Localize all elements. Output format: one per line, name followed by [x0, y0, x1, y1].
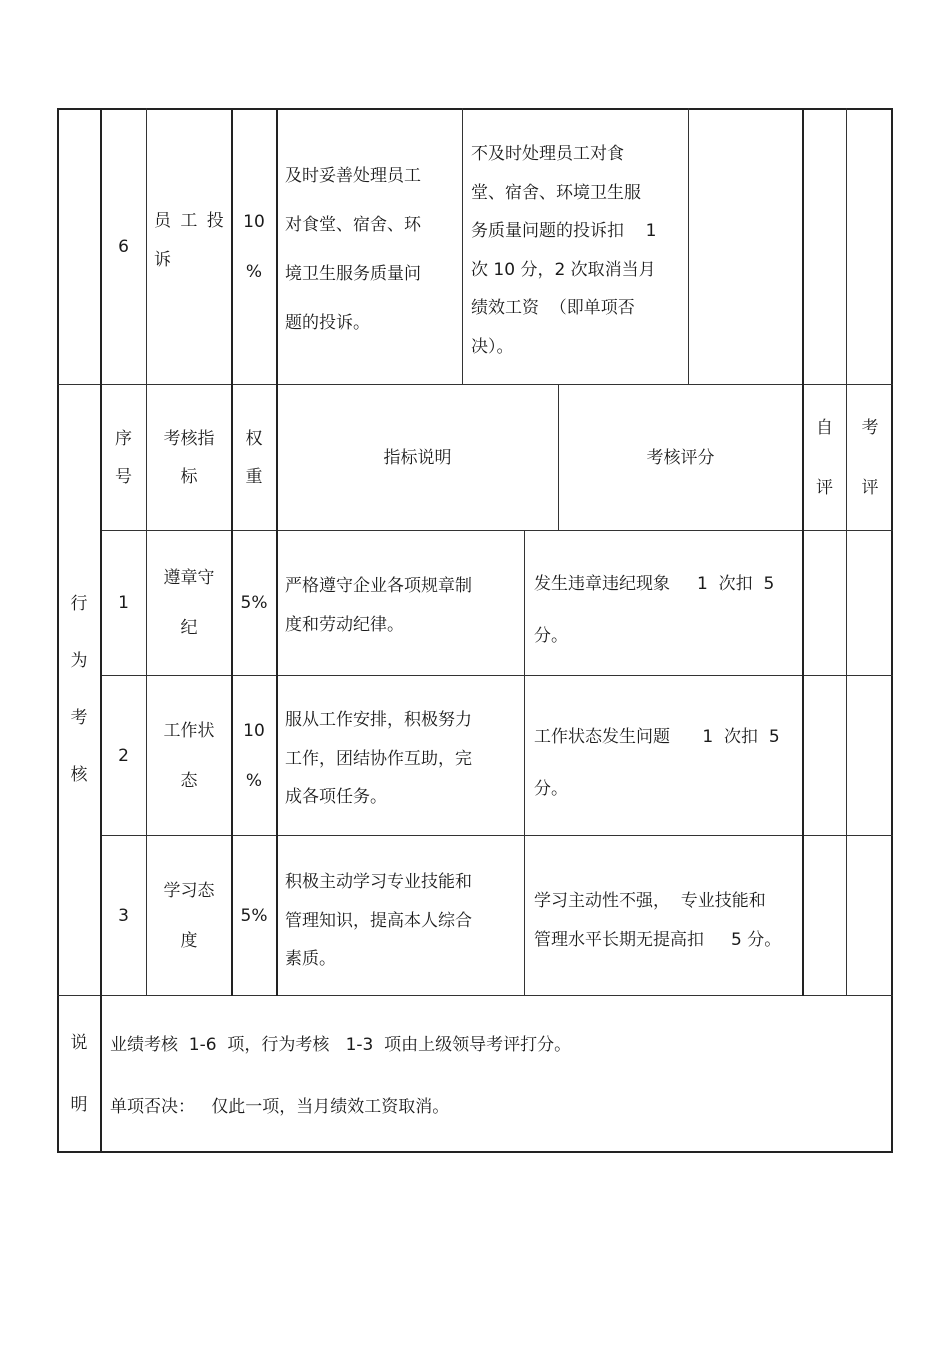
- item-number: 2: [118, 745, 129, 766]
- item-number: 6: [118, 236, 129, 257]
- indicator-description: 及时妥善处理员工 对食堂、宿舍、环 境卫生服务质量问 题的投诉。: [285, 166, 421, 333]
- indicator-weight: 5%: [240, 593, 268, 613]
- note-line: 单项否决： 仅此一项，当月绩效工资取消。: [110, 1097, 450, 1117]
- indicator-weight: 10 %: [243, 720, 265, 791]
- header-indicator: 考核指 标: [163, 428, 215, 487]
- indicator-description: 积极主动学习专业技能和 管理知识，提高本人综合 素质。: [285, 872, 472, 969]
- col-divider: [802, 108, 804, 996]
- scoring-rule: 发生违章违纪现象 1 次扣 5 分。: [534, 574, 775, 646]
- header-description: 指标说明: [383, 447, 452, 468]
- col-divider: [688, 108, 689, 385]
- col-divider: [276, 108, 278, 996]
- indicator-description: 严格遵守企业各项规章制 度和劳动纪律。: [285, 576, 472, 635]
- item-number: 3: [118, 905, 129, 926]
- note-line: 业绩考核 1-6 项，行为考核 1-3 项由上级领导考评打分。: [110, 1035, 572, 1055]
- col-divider: [524, 530, 525, 996]
- header-scoring: 考核评分: [646, 447, 715, 468]
- scoring-rule: 工作状态发生问题 1 次扣 5 分。: [534, 727, 780, 799]
- header-review: 考 评: [861, 418, 879, 498]
- section-label-behavior: 行 为 考 核: [70, 594, 88, 785]
- indicator-description: 服从工作安排，积极努力 工作，团结协作互助，完 成各项任务。: [285, 710, 472, 807]
- indicator-name: 遵章守 纪: [163, 568, 215, 638]
- scoring-rule: 不及时处理员工对食 堂、宿舍、环境卫生服 务质量问题的投诉扣 1 次 10 分，2 次取消当月 绩效工资 （即单项否 决）。: [471, 144, 657, 357]
- indicator-name: 学习态 度: [163, 880, 215, 951]
- header-number: 序 号: [115, 428, 132, 487]
- header-self-review: 自 评: [816, 418, 833, 498]
- indicator-weight: 5%: [240, 905, 268, 926]
- indicator-name: 工作状 态: [163, 720, 215, 791]
- item-number: 1: [118, 593, 129, 613]
- row-divider: [57, 995, 893, 996]
- header-weight: 权 重: [245, 428, 263, 487]
- indicator-name: 员 工 投 诉: [154, 211, 226, 270]
- col-divider: [462, 108, 463, 385]
- indicator-weight: 10 %: [243, 211, 265, 282]
- col-divider: [846, 108, 847, 996]
- section-label-notes: 说 明: [70, 1033, 88, 1115]
- scoring-rule: 学习主动性不强， 专业技能和 管理水平长期无提高扣 5 分。: [534, 891, 782, 950]
